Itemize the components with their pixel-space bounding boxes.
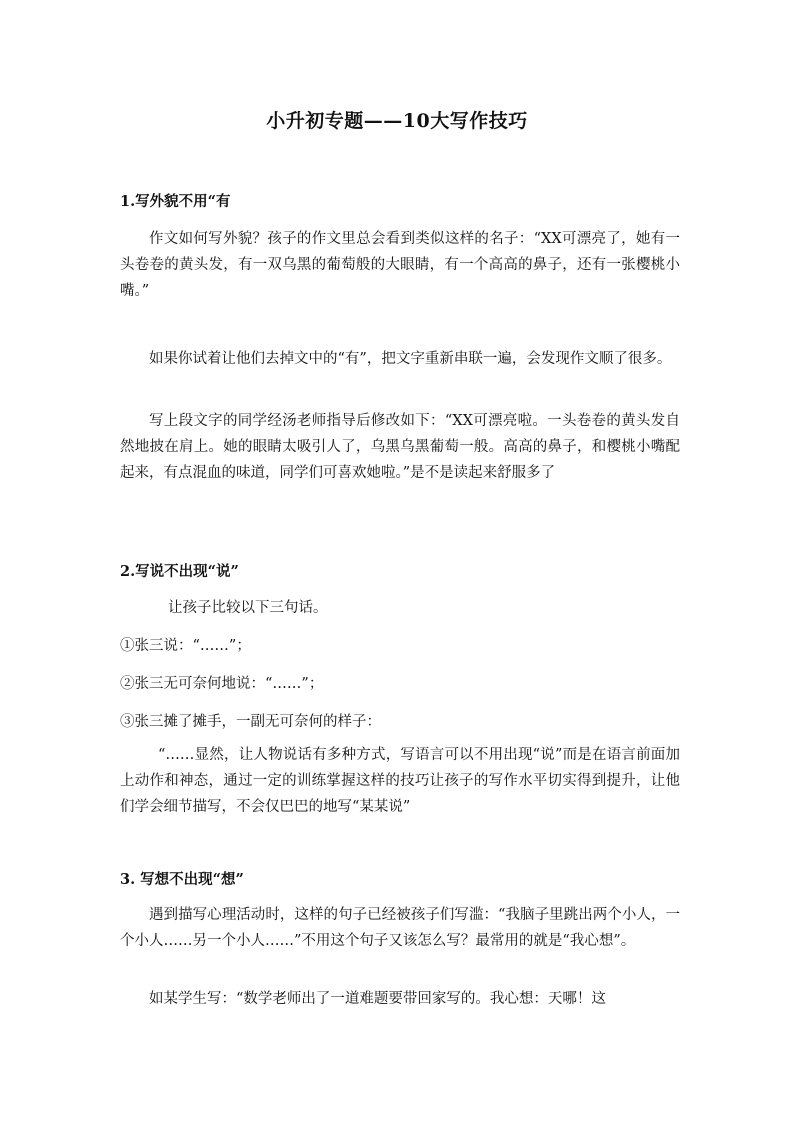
section-2-intro: 让孩子比较以下三句话。 [168, 600, 328, 616]
section-1-paragraph-3: 写上段文字的同学经汤老师指导后修改如下：“XX可漂亮啦。一头卷卷的黄头发自然地披在肩上。她的眼睛太吸引人了，乌黑乌黑葡萄一般。高高的鼻子，和樱桃小嘴配起来，有点混血的味道，同学们可喜欢她啦。”是不是读起来舒服多了 [120, 413, 680, 481]
section-1-paragraph-2: 如果你试着让他们去掉文中的“有”，把文字重新串联一遍，会发现作文顺了很多。 [149, 351, 672, 367]
section-3-paragraph-1: 遇到描写心理活动时，这样的句子已经被孩子们写滥：“我脑子里跳出两个小人，一个小人……另一个小人……”不用这个句子又该怎么写？最常用的就是“我心想”。 [120, 907, 680, 949]
section-2-heading: 2.写说不出现“说” [120, 563, 239, 580]
section-1-paragraph-1: 作文如何写外貌？孩子的作文里总会看到类似这样的名子：“XX可漂亮了，她有一头卷卷的黄头发，有一双乌黑的葡萄般的大眼睛，有一个高高的鼻子，还有一张樱桃小嘴。” [120, 231, 680, 299]
section-2-item-3: ③张三摊了摊手，一副无可奈何的样子： [120, 714, 381, 730]
section-2-item-2: ②张三无可奈何地说：“……”； [120, 676, 324, 692]
section-2-item-1: ①张三说：“……”； [120, 638, 251, 654]
section-2-paragraph: “……显然，让人物说话有多种方式，写语言可以不用出现“说”而是在语言前面加上动作和神态，通过一定的训练掌握这样的技巧让孩子的写作水平切实得到提升，让他们学会细节描写，不会仅巴巴的地写“某某说” [120, 747, 680, 815]
section-3-heading: 3. 写想不出现“想” [120, 871, 244, 888]
document-title: 小升初专题——10大写作技巧 [266, 110, 528, 132]
section-1-heading: 1.写外貌不用“有 [120, 193, 231, 210]
section-3-paragraph-2: 如某学生写：“数学老师出了一道难题要带回家写的。我心想：天哪！这 [149, 991, 606, 1007]
